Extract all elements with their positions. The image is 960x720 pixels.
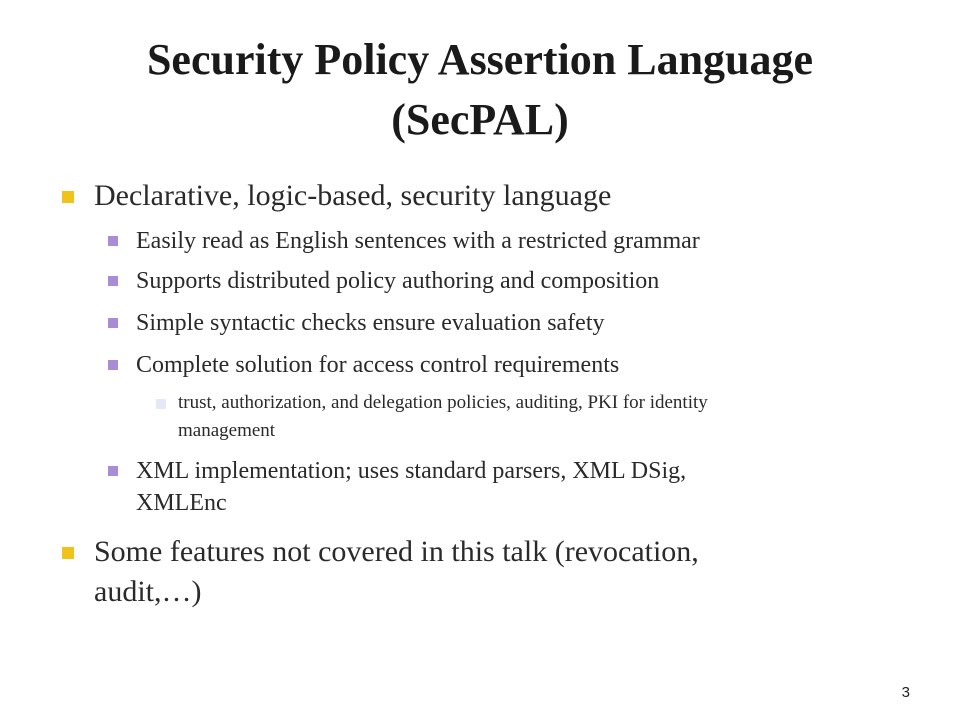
bullet-text: Complete solution for access control requirements [136, 352, 620, 378]
title-line-1: Security Policy Assertion Language [146, 35, 814, 84]
bullet-text-line-1: Some features not covered in this talk (revocation, [94, 535, 699, 568]
bullet-text-line-1: trust, authorization, and delegation policies, auditing, PKI for identity [178, 392, 708, 413]
square-bullet-icon [156, 399, 166, 409]
square-bullet-icon [62, 191, 74, 203]
square-bullet-icon [62, 547, 74, 559]
square-bullet-icon [108, 360, 118, 370]
page-number: 3 [901, 684, 910, 701]
bullet-text: Easily read as English sentences with a restricted grammar [136, 228, 700, 254]
bullet-text-line-2: audit,…) [94, 575, 202, 608]
bullet-text: Declarative, logic-based, security language [94, 179, 612, 212]
title-line-2: (SecPAL) [391, 95, 569, 144]
bullet-text: Simple syntactic checks ensure evaluation safety [136, 310, 605, 336]
bullet-text-line-1: XML implementation; uses standard parsers, XML DSig, [136, 458, 687, 484]
bullet-text: Supports distributed policy authoring and composition [136, 268, 660, 294]
square-bullet-icon [108, 276, 118, 286]
bullet-text-line-2: XMLEnc [136, 490, 227, 516]
square-bullet-icon [108, 236, 118, 246]
bullet-text-line-2: management [178, 420, 276, 441]
square-bullet-icon [108, 466, 118, 476]
square-bullet-icon [108, 318, 118, 328]
